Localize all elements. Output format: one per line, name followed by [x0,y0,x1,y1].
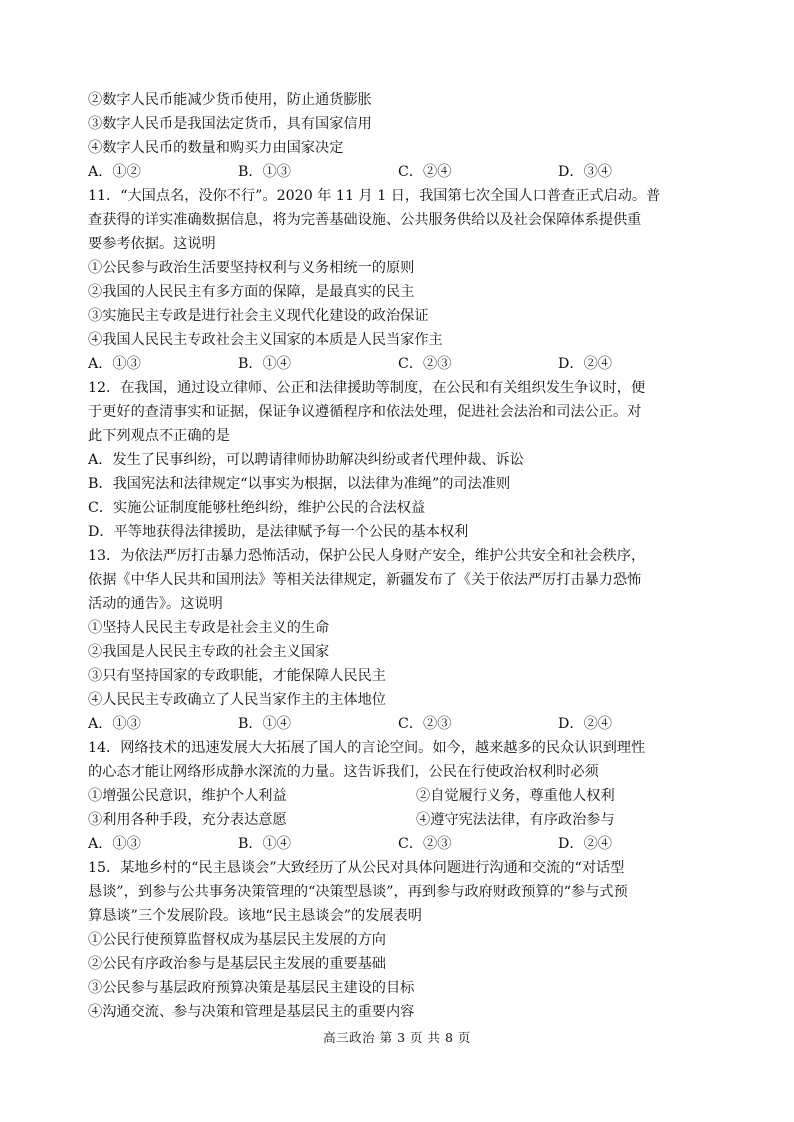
q15-stem-line-1: 15．某地乡村的“民主恳谈会”大致经历了从公民对具体问题进行沟通和交流的“对话型 [88,860,625,876]
q14-items-row-2 [88,810,718,830]
q13-item-3: ③只有坚持国家的专政职能，才能保障人民民主 [88,668,386,684]
q13-option-c: C．②③ [398,716,452,732]
prev-option-b: B．①③ [238,164,291,180]
q13-item-2: ②我国是人民民主专政的社会主义国家 [88,644,330,660]
q14-stem-line-2: 的心态才能让网络形成静水深流的力量。这告诉我们，公民在行使政治权利时必须 [88,764,599,780]
prev-item-4: ④数字人民币的数量和购买力由国家决定 [88,140,344,156]
q11-option-d: D．②④ [558,356,612,372]
q15-item-2: ②公民有序政治参与是基层民主发展的重要基础 [88,956,386,972]
page-footer: 高三政治 第 3 页 共 8 页 [323,1030,471,1045]
q13-item-1: ①坚持人民民主专政是社会主义的生命 [88,620,330,636]
q13-option-d: D．②④ [558,716,612,732]
q14-option-c: C．②③ [398,836,452,852]
prev-option-c: C．②④ [398,164,452,180]
q11-option-c: C．②③ [398,356,452,372]
q14-items-row-1 [88,786,718,806]
q14-stem-line-1: 14．网络技术的迅速发展大大拓展了国人的言论空间。如今，越来越多的民众认识到理性 [88,740,646,756]
q13-stem-line-1: 13．为依法严厉打击暴力恐怖活动，保护公民人身财产安全，维护公共安全和社会秩序， [88,548,646,564]
prev-option-d: D．③④ [558,164,612,180]
q11-option-a: A．①③ [88,356,141,372]
q15-item-3: ③公民参与基层政府预算决策是基层民主建设的目标 [88,980,415,996]
q11-stem-line-2: 查获得的详实准确数据信息，将为完善基础设施、公共服务供给以及社会保障体系提供重 [88,212,642,228]
q12-choice-a: A．发生了民事纠纷，可以聘请律师协助解决纠纷或者代理仲裁、诉讼 [88,452,524,468]
q14-option-a: A．①③ [88,836,141,852]
q12-stem-line-1: 12．在我国，通过设立律师、公正和法律援助等制度，在公民和有关组织发生争议时，便 [88,380,646,396]
q11-stem-line-1: 11．“大国点名，没你不行”。2020 年 11 月 1 日，我国第七次全国人口普查正式启动。普 [88,188,661,204]
q11-item-3: ③实施民主专政是进行社会主义现代化建设的政治保证 [88,308,429,324]
q12-choice-d: D．平等地获得法律援助，是法律赋予每一个公民的基本权利 [88,524,469,540]
q11-option-b: B．①④ [238,356,291,372]
q14-item-2: ②自觉履行义务，尊重他人权利 [416,788,615,804]
q12-choice-c: C．实施公证制度能够杜绝纠纷，维护公民的合法权益 [88,500,426,516]
q11-item-1: ①公民参与政治生活要坚持权利与义务相统一的原则 [88,260,415,276]
q15-item-4: ④沟通交流、参与决策和管理是基层民主的重要内容 [88,1004,415,1020]
prev-options [88,162,718,182]
q13-stem-line-3: 活动的通告》。这说明 [88,596,223,612]
prev-item-2: ②数字人民币能减少货币使用，防止通货膨胀 [88,92,372,108]
q13-option-a: A．①③ [88,716,141,732]
q15-stem-line-2: 恳谈”，到参与公共事务决策管理的“决策型恳谈”，再到参与政府财政预算的“参与式预 [88,884,628,900]
q11-stem-line-3: 要参考依据。这说明 [88,236,216,252]
q11-options [88,354,718,374]
prev-item-3: ③数字人民币是我国法定货币，具有国家信用 [88,116,372,132]
q13-options [88,714,718,734]
prev-option-a: A．①② [88,164,141,180]
q15-item-1: ①公民行使预算监督权成为基层民主发展的方向 [88,932,386,948]
q12-stem-line-3: 此下列观点不正确的是 [88,428,230,444]
q15-stem-line-3: 算恳谈”三个发展阶段。该地“民主恳谈会”的发展表明 [88,908,422,924]
q12-stem-line-2: 于更好的查清事实和证据，保证争议遵循程序和依法处理，促进社会法治和司法公正。对 [88,404,642,420]
q14-item-3: ③利用各种手段，充分表达意愿 [88,812,287,828]
q14-item-1: ①增强公民意识，维护个人利益 [88,788,287,804]
q13-option-b: B．①④ [238,716,291,732]
q14-options [88,834,718,854]
q11-item-4: ④我国人民民主专政社会主义国家的本质是人民当家作主 [88,332,443,348]
q14-option-b: B．①④ [238,836,291,852]
q13-item-4: ④人民民主专政确立了人民当家作主的主体地位 [88,692,386,708]
q11-item-2: ②我国的人民民主有多方面的保障，是最真实的民主 [88,284,415,300]
q14-item-4: ④遵守宪法法律，有序政治参与 [416,812,615,828]
q14-option-d: D．②④ [558,836,612,852]
q12-choice-b: B．我国宪法和法律规定“以事实为根据，以法律为准绳”的司法准则 [88,476,511,492]
q13-stem-line-2: 依据《中华人民共和国刑法》等相关法律规定，新疆发布了《关于依法严厉打击暴力恐怖 [88,572,642,588]
